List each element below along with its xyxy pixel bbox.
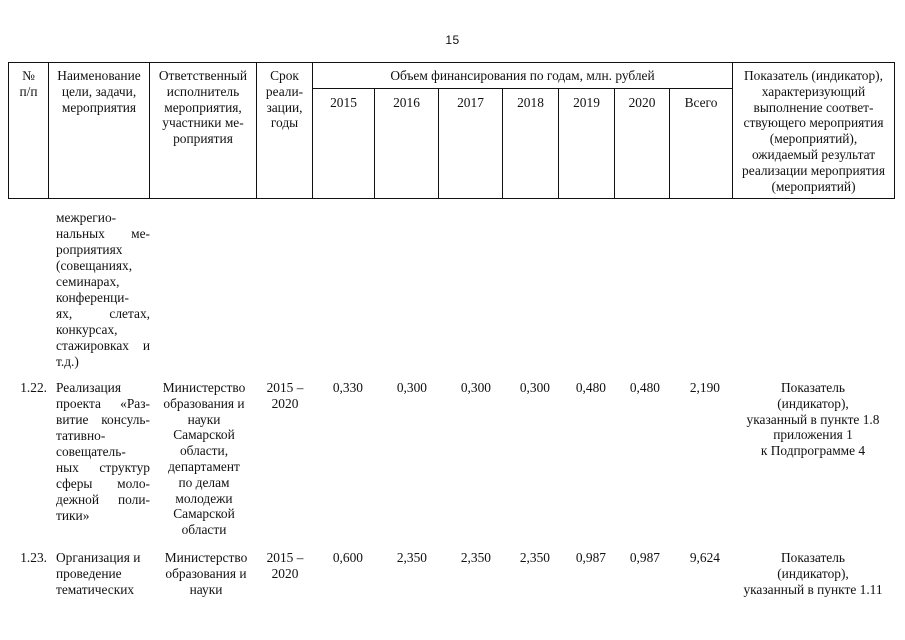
row-term: 2015 – 2020 xyxy=(266,550,304,581)
row-value-2020: 0,987 xyxy=(629,550,660,565)
header-indicator: Показатель (индикатор), характеризующий выполнение соответ- ствующего мероприятия (мероприятий), ожидаемый результат реализации мероприятия (мероприятий) xyxy=(742,68,885,194)
row-value-total: 2,190 xyxy=(689,380,720,395)
row-value-2018: 0,300 xyxy=(519,380,550,395)
continuation-line: т.д.) xyxy=(56,354,79,369)
row-value-2019: 0,987 xyxy=(575,550,606,565)
header-year-2019: 2019 xyxy=(573,95,600,110)
row-value-2015: 0,600 xyxy=(332,550,363,565)
row-number: 1.23. xyxy=(20,550,47,565)
row-name-line: проекта «Раз- xyxy=(56,396,150,411)
header-financing: Объем финансирования по годам, млн. рублей xyxy=(390,68,655,83)
continuation-line: конференци- xyxy=(56,290,129,305)
row-name-line: дежной поли- xyxy=(56,492,150,507)
continuation-line: конкурсах, xyxy=(56,322,118,337)
row-number: 1.22. xyxy=(20,380,47,395)
row-name-line: тативно- xyxy=(56,428,106,443)
row-term: 2015 – 2020 xyxy=(266,380,304,411)
continuation-line: межрегио- xyxy=(56,210,117,225)
row-name-line: витие консуль- xyxy=(56,412,150,427)
row-name-line: совещатель- xyxy=(56,444,126,459)
header-year-2020: 2020 xyxy=(628,95,656,110)
row-responsible: Министерство образования и науки Самарской области, департамент по делам молодежи Самарской области xyxy=(162,380,246,538)
row-name-line: ных структур xyxy=(56,460,150,475)
continuation-line: семинарах, xyxy=(56,274,120,289)
row-value-2020: 0,480 xyxy=(629,380,660,395)
continuation-line: роприятиях xyxy=(56,242,123,257)
row-value-2016: 0,300 xyxy=(396,380,427,395)
row-value-total: 9,624 xyxy=(689,550,720,565)
row-name-line: сферы моло- xyxy=(56,476,150,491)
header-responsible: Ответственный исполнитель мероприятия, участники ме- роприятия xyxy=(158,68,248,147)
header-name: Наименование цели, задачи, мероприятия xyxy=(57,68,141,115)
row-indicator: Показатель (индикатор), указанный в пункте 1.8 приложения 1 к Подпрограмме 4 xyxy=(746,380,880,459)
row-name-line: проведение xyxy=(56,566,122,581)
row-name-line: тики» xyxy=(56,508,90,523)
row-value-2015: 0,330 xyxy=(332,380,363,395)
header-year-2018: 2018 xyxy=(517,95,544,110)
row-responsible: Министерство образования и науки xyxy=(164,550,248,597)
row-value-2016: 2,350 xyxy=(396,550,427,565)
row-value-2018: 2,350 xyxy=(519,550,550,565)
continuation-line: нальных ме- xyxy=(56,226,150,241)
continuation-line: ях, слетах, xyxy=(56,306,150,321)
row-indicator: Показатель (индикатор), указанный в пункте 1.11 xyxy=(743,550,883,597)
header-term: Срок реали- зации, годы xyxy=(265,68,304,131)
row-value-2017: 2,350 xyxy=(460,550,491,565)
header-year-2017: 2017 xyxy=(457,95,484,110)
row-name-line: тематических xyxy=(56,582,135,597)
header-total: Всего xyxy=(684,95,718,110)
continuation-line: (совещаниях, xyxy=(56,258,133,273)
continuation-line: стажировках и xyxy=(56,338,150,353)
row-value-2017: 0,300 xyxy=(460,380,491,395)
page-number: 15 xyxy=(445,33,460,47)
row-value-2019: 0,480 xyxy=(575,380,606,395)
header-number: № п/п xyxy=(19,68,38,99)
header-year-2016: 2016 xyxy=(393,95,420,110)
row-name-line: Организация и xyxy=(56,550,141,565)
header-year-2015: 2015 xyxy=(330,95,357,110)
row-name-line: Реализация xyxy=(56,380,122,395)
